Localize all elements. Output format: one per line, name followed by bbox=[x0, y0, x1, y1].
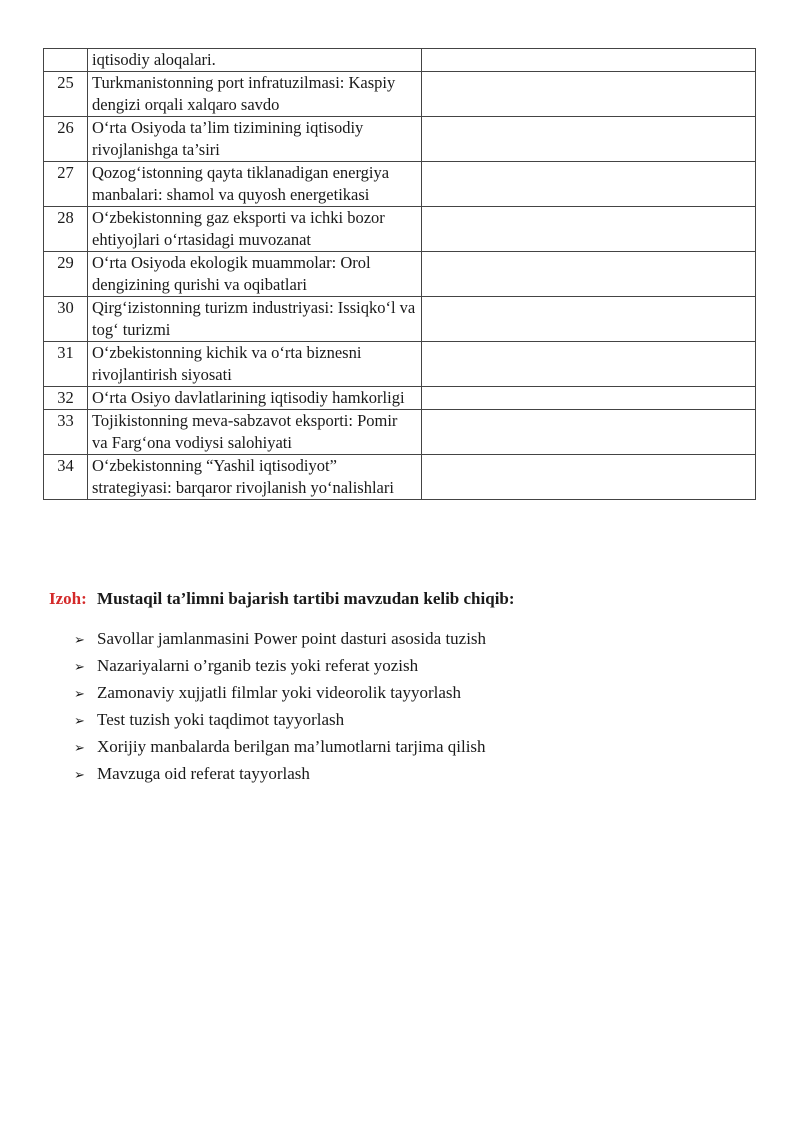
row-topic: O‘rta Osiyo davlatlarining iqtisodiy hamkorligi bbox=[88, 387, 422, 410]
row-number: 27 bbox=[44, 162, 88, 207]
note-label: Izoh: bbox=[49, 589, 87, 608]
row-topic: Turkmanistonning port infratuzilmasi: Kaspiy dengizi orqali xalqaro savdo bbox=[88, 72, 422, 117]
row-empty-cell bbox=[422, 455, 756, 500]
list-item bbox=[74, 653, 486, 680]
steps-list bbox=[74, 626, 486, 788]
row-empty-cell bbox=[422, 410, 756, 455]
table-row bbox=[44, 117, 756, 162]
row-empty-cell bbox=[422, 117, 756, 162]
table-row bbox=[44, 410, 756, 455]
arrow-bullet-icon: ➢ bbox=[74, 633, 85, 648]
table-row bbox=[44, 162, 756, 207]
row-number bbox=[44, 49, 88, 72]
table-row bbox=[44, 297, 756, 342]
row-topic: O‘zbekistonning “Yashil iqtisodiyot” strategiyasi: barqaror rivojlanish yo‘nalishlari bbox=[88, 455, 422, 500]
arrow-bullet-icon: ➢ bbox=[74, 714, 85, 729]
row-topic: Tojikistonning meva-sabzavot eksporti: Pomir va Farg‘ona vodiysi salohiyati bbox=[88, 410, 422, 455]
list-item bbox=[74, 680, 486, 707]
row-empty-cell bbox=[422, 252, 756, 297]
list-item bbox=[74, 761, 486, 788]
list-item-text: Mavzuga oid referat tayyorlash bbox=[97, 764, 310, 783]
table-row bbox=[44, 207, 756, 252]
row-empty-cell bbox=[422, 387, 756, 410]
list-item-text: Savollar jamlanmasini Power point dasturi asosida tuzish bbox=[97, 629, 487, 648]
note bbox=[49, 589, 515, 609]
row-empty-cell bbox=[422, 297, 756, 342]
row-topic: Qozog‘istonning qayta tiklanadigan energiya manbalari: shamol va quyosh energetikasi bbox=[88, 162, 422, 207]
table-row bbox=[44, 387, 756, 410]
row-number: 31 bbox=[44, 342, 88, 387]
table-row bbox=[44, 72, 756, 117]
row-empty-cell bbox=[422, 72, 756, 117]
row-number: 26 bbox=[44, 117, 88, 162]
table-row bbox=[44, 252, 756, 297]
row-topic: Qirg‘izistonning turizm industriyasi: Issiqko‘l va tog‘ turizmi bbox=[88, 297, 422, 342]
arrow-bullet-icon: ➢ bbox=[74, 660, 85, 675]
row-number: 33 bbox=[44, 410, 88, 455]
list-item-text: Xorijiy manbalarda berilgan ma’lumotlarni tarjima qilish bbox=[97, 737, 486, 756]
topics-table bbox=[43, 48, 756, 500]
row-number: 29 bbox=[44, 252, 88, 297]
row-topic: iqtisodiy aloqalari. bbox=[88, 49, 422, 72]
arrow-bullet-icon: ➢ bbox=[74, 687, 85, 702]
table-row bbox=[44, 49, 756, 72]
arrow-bullet-icon: ➢ bbox=[74, 741, 85, 756]
list-item-text: Nazariyalarni o’rganib tezis yoki referat yozish bbox=[97, 656, 419, 675]
list-item bbox=[74, 626, 486, 653]
row-topic: O‘rta Osiyoda ta’lim tizimining iqtisodiy rivojlanishga ta’siri bbox=[88, 117, 422, 162]
list-item-text: Zamonaviy xujjatli filmlar yoki videorolik tayyorlash bbox=[97, 683, 462, 702]
note-text: Mustaqil ta’limni bajarish tartibi mavzudan kelib chiqib: bbox=[97, 589, 515, 608]
row-empty-cell bbox=[422, 162, 756, 207]
row-topic: O‘zbekistonning gaz eksporti va ichki bozor ehtiyojlari o‘rtasidagi muvozanat bbox=[88, 207, 422, 252]
row-topic: O‘rta Osiyoda ekologik muammolar: Orol dengizining qurishi va oqibatlari bbox=[88, 252, 422, 297]
row-empty-cell bbox=[422, 207, 756, 252]
table-row bbox=[44, 455, 756, 500]
row-empty-cell bbox=[422, 342, 756, 387]
row-empty-cell bbox=[422, 49, 756, 72]
row-number: 30 bbox=[44, 297, 88, 342]
arrow-bullet-icon: ➢ bbox=[74, 768, 85, 783]
row-number: 28 bbox=[44, 207, 88, 252]
list-item bbox=[74, 707, 486, 734]
row-number: 25 bbox=[44, 72, 88, 117]
list-item bbox=[74, 734, 486, 761]
row-topic: O‘zbekistonning kichik va o‘rta biznesni rivojlantirish siyosati bbox=[88, 342, 422, 387]
table-row bbox=[44, 342, 756, 387]
row-number: 32 bbox=[44, 387, 88, 410]
row-number: 34 bbox=[44, 455, 88, 500]
list-item-text: Test tuzish yoki taqdimot tayyorlash bbox=[97, 710, 345, 729]
